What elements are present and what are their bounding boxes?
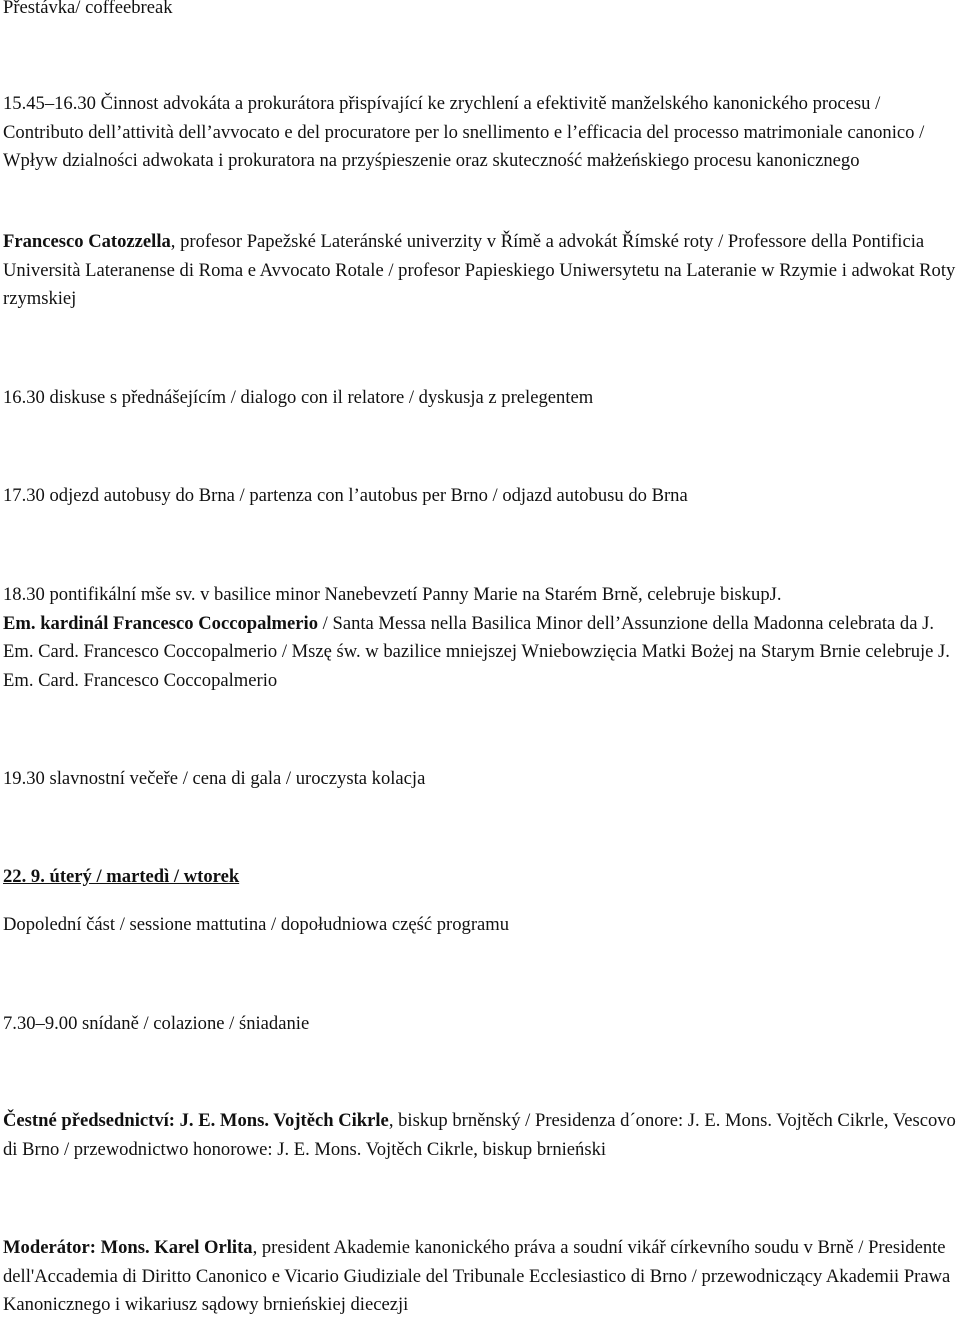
speaker-catozzella-name: Francesco Catozzella <box>3 231 171 252</box>
day-heading <box>3 863 958 892</box>
honorary-chair-description: , biskup brněnský / Presidenza d´onore: J. E. Mons. Vojtěch Cikrle, Vescovo di Brno / przewodnictwo honorowe: J. E. Mons. Vojtěch Cikrle, biskup brnieński <box>3 1110 956 1160</box>
dinner-1930-item <box>3 765 958 794</box>
dinner-1930-text: 19.30 slavnostní večeře / cena di gala / uroczysta kolacja <box>3 768 426 789</box>
departure-1730-text: 17.30 odjezd autobusy do Brna / partenza con l’autobus per Brno / odjazd autobusu do Brna <box>3 485 688 506</box>
moderator-item <box>3 1234 958 1320</box>
talk-1545-item <box>3 90 958 176</box>
honorary-chair-title: Čestné předsednictví: J. E. Mons. Vojtěch Cikrle <box>3 1110 389 1131</box>
discussion-1630-text: 16.30 diskuse s přednášejícím / dialogo con il relatore / dyskusja z prelegentem <box>3 387 594 408</box>
speaker-catozzella-item <box>3 228 958 314</box>
mass-1830-item <box>3 581 958 696</box>
talk-1545-text: 15.45–16.30 Činnost advokáta a prokurátora přispívající ke zrychlení a efektivitě manželského kanonického procesu / Contributo dell’attività dell’avvocato e del procuratore per lo snellimento e l’efficacia del processo matrimoniale canonico / Wpływ dzialności adwokata i prokuratora na przyśpieszenie oraz skuteczność małżeńskiego procesu kanonicznego <box>3 93 925 172</box>
session-heading-text: Dopolední část / sessione mattutina / dopołudniowa część programu <box>3 914 510 935</box>
breakfast-item <box>3 1010 958 1039</box>
mass-1830-line1: 18.30 pontifikální mše sv. v basilice minor Nanebevzetí Panny Marie na Starém Brně, celebruje biskupJ. <box>3 584 782 605</box>
moderator-description: , president Akademie kanonického práva a soudní vikář církevního soudu v Brně / Presidente dell'Accademia di Diritto Canonico e Vicario Giudiziale del Tribunale Ecclesiastico di Brno / przewodniczący Akademii Prawa Kanonicznego i wikariusz sądowy brnieńskiej diecezji <box>3 1237 951 1316</box>
breakfast-text: 7.30–9.00 snídaně / colazione / śniadanie <box>3 1013 310 1034</box>
day-heading-text: 22. 9. úterý / martedì / wtorek <box>3 866 240 887</box>
speaker-catozzella-description: , profesor Papežské Lateránské univerzity v Římě a advokát Římské roty / Professore della Pontificia Università Lateranense di Roma e Avvocato Rotale / profesor Papieskiego Uniwersytetu na Lateranie w Rzymie i adwokat Roty rzymskiej <box>3 231 956 310</box>
mass-1830-description: / Santa Messa nella Basilica Minor dell’Assunzione della Madonna celebrata da J. Em. Card. Francesco Coccopalmerio / Mszę św. w bazilice mniejszej Wniebowzięcia Matki Bożej na Starym Brnie celebruje J. Em. Card. Francesco Coccopalmerio <box>3 612 950 692</box>
moderator-title: Moderátor: Mons. Karel Orlita <box>3 1237 253 1258</box>
coffee-break-item <box>3 0 958 23</box>
coffee-break-text: Přestávka/ coffeebreak <box>3 0 173 18</box>
departure-1730-item <box>3 482 958 511</box>
mass-1830-celebrant: Em. kardinál Francesco Coccopalmerio <box>3 612 319 634</box>
honorary-chair-item <box>3 1107 958 1164</box>
discussion-1630-item <box>3 384 958 413</box>
session-heading <box>3 911 958 940</box>
